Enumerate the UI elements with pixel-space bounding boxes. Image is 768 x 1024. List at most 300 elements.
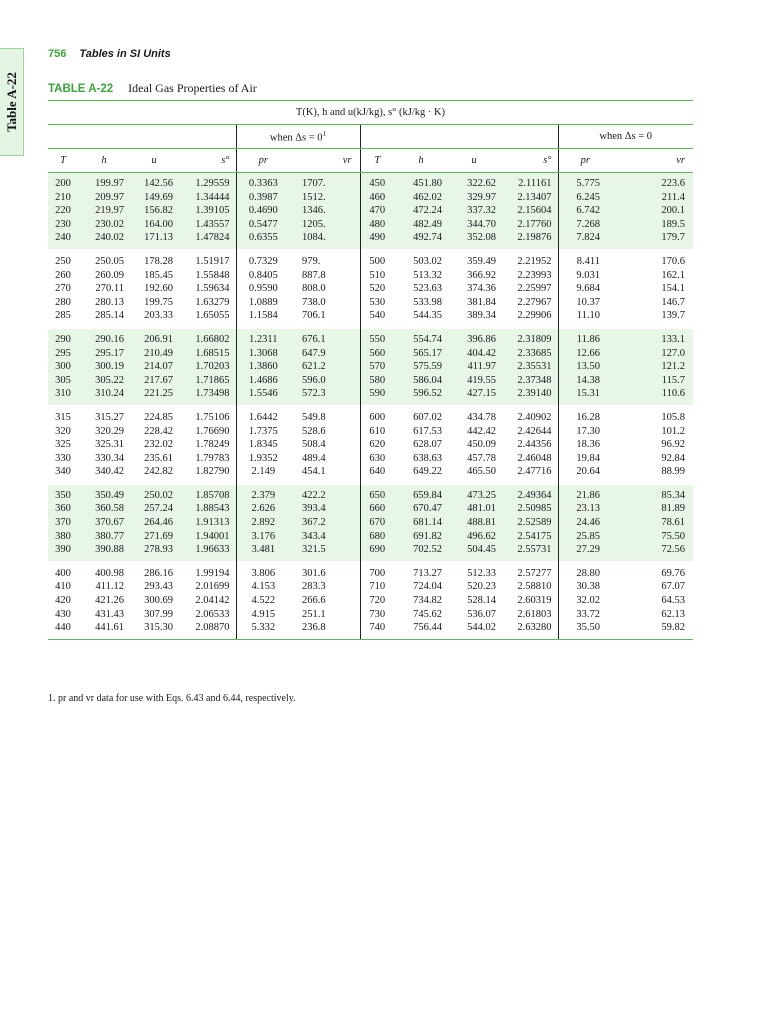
column-header: u (448, 149, 500, 173)
table-cell: 18.36 (558, 438, 612, 452)
table-cell: 315.27 (95, 411, 124, 423)
row-group (48, 563, 693, 639)
table-cell: 2.08870 (178, 621, 236, 639)
table-cell: 2.29906 (517, 310, 552, 322)
table-cell: 2.42644 (517, 425, 552, 437)
row-group (48, 329, 693, 405)
table-cell: 560 (360, 347, 394, 361)
table-cell: 15.31 (558, 387, 612, 405)
table-cell: 360 (48, 502, 78, 516)
table-cell: 528.14 (467, 595, 496, 607)
table-cell: 404.42 (448, 347, 500, 361)
table-cell: 199.75 (144, 296, 173, 308)
table-cell: 2.25997 (517, 283, 552, 295)
table-cell: 680 (360, 530, 394, 544)
table-cell: 700 (369, 567, 386, 579)
table-cell: 380.77 (78, 530, 130, 544)
table-cell: 6.742 (558, 204, 612, 218)
table-cell: 520.23 (467, 581, 496, 593)
table-cell: 390.88 (78, 543, 130, 561)
table-cell: 590 (360, 387, 394, 405)
table-cell: 146.7 (661, 296, 685, 308)
table-cell: 5.775 (558, 173, 612, 191)
table-cell: 156.82 (130, 204, 178, 218)
column-header: vr (290, 149, 360, 173)
table-cell: 236.8 (290, 621, 360, 639)
table-cell: 660 (360, 502, 394, 516)
table-cell: 544.35 (413, 310, 442, 322)
column-header: h (394, 149, 448, 173)
table-cell: 115.7 (612, 374, 693, 388)
table-cell: 530 (369, 296, 386, 308)
table-cell: 691.82 (394, 530, 448, 544)
table-cell: 3.481 (236, 543, 290, 561)
table-cell: 2.40902 (517, 411, 552, 423)
table-cell: 78.61 (612, 516, 693, 530)
table-cell: 228.42 (144, 425, 173, 437)
table-cell: 24.46 (558, 516, 612, 530)
table-cell: 1.7375 (236, 425, 290, 439)
table-cell: 596.52 (394, 387, 448, 405)
table-cell: 283.3 (290, 580, 360, 594)
table-cell: 0.5477 (236, 218, 290, 232)
table-cell: 0.9590 (236, 282, 290, 296)
table-cell: 3.806 (236, 563, 290, 581)
table-cell: 1.1584 (236, 309, 290, 327)
table-row (48, 231, 693, 249)
footnote: 1. pr and vr data for use with Eqs. 6.43 and 6.44, respectively. (48, 693, 296, 704)
table-cell: 154.1 (661, 283, 685, 295)
table-cell: 442.42 (467, 425, 496, 437)
table-cell: 315 (55, 411, 71, 423)
column-header: T (48, 149, 78, 173)
table-cell: 659.84 (394, 485, 448, 503)
table-cell: 536.07 (467, 608, 496, 620)
table-row (48, 563, 693, 581)
column-header: h (78, 149, 130, 173)
table-cell: 367.2 (290, 516, 360, 530)
table-cell: 6.245 (558, 191, 612, 205)
table-cell: 647.9 (290, 347, 360, 361)
table-cell: 325 (55, 439, 71, 451)
table-cell: 260 (55, 269, 71, 281)
table-cell: 411.97 (448, 360, 500, 374)
table-cell: 720 (369, 595, 386, 607)
table-cell: 16.28 (558, 407, 612, 425)
table-cell: 28.80 (558, 563, 612, 581)
table-row (48, 452, 693, 466)
table-row (48, 269, 693, 283)
table-cell: 250.02 (130, 485, 178, 503)
table-cell: 734.82 (413, 595, 442, 607)
table-cell: 230.02 (78, 218, 130, 232)
table-row (48, 360, 693, 374)
table-cell: 2.149 (236, 465, 290, 483)
table-cell: 178.28 (144, 255, 173, 267)
table-cell: 1.34444 (178, 191, 236, 205)
table-cell: 142.56 (130, 173, 178, 191)
table-cell: 374.36 (467, 283, 496, 295)
table-cell: 286.16 (144, 567, 173, 579)
table-cell: 251.1 (290, 608, 360, 622)
table-cell: 330 (55, 452, 71, 464)
table-cell: 305 (48, 374, 78, 388)
table-row (48, 191, 693, 205)
table-cell: 214.07 (130, 360, 178, 374)
table-cell: 621.2 (290, 360, 360, 374)
table-cell: 96.92 (661, 439, 685, 451)
table-cell: 690 (360, 543, 394, 561)
table-cell: 1.73498 (178, 387, 236, 405)
table-cell: 23.13 (558, 502, 612, 516)
table-cell: 2.47716 (517, 466, 552, 478)
table-cell: 230 (48, 218, 78, 232)
table-cell: 1.51917 (195, 255, 230, 267)
table-cell: 1.0889 (236, 296, 290, 310)
table-cell: 544.02 (448, 621, 500, 639)
table-cell: 2.17760 (500, 218, 558, 232)
table-cell: 325.31 (95, 439, 124, 451)
table-cell: 393.4 (290, 502, 360, 516)
table-cell: 411.12 (95, 581, 124, 593)
side-tab (0, 48, 24, 156)
table-cell: 315.30 (130, 621, 178, 639)
table-cell: 620 (369, 439, 386, 451)
table-cell: 450 (360, 173, 394, 191)
table-cell: 271.69 (130, 530, 178, 544)
table-cell: 575.59 (394, 360, 448, 374)
table-cell: 1346. (290, 204, 360, 218)
table-cell: 278.93 (130, 543, 178, 561)
table-cell: 1.65055 (195, 310, 230, 322)
table-cell: 62.13 (661, 608, 685, 620)
table-cell: 307.99 (144, 608, 173, 620)
table-cell: 280 (55, 296, 71, 308)
table-cell: 434.78 (467, 411, 496, 423)
table-cell: 164.00 (130, 218, 178, 232)
table-cell: 580 (360, 374, 394, 388)
table-cell: 465.50 (467, 466, 496, 478)
running-head-title: Tables in SI Units (79, 48, 171, 60)
table-cell: 2.57277 (517, 567, 552, 579)
table-cell: 460 (360, 191, 394, 205)
table-cell: 457.78 (467, 452, 496, 464)
table-cell: 7.824 (558, 231, 612, 249)
table-cell: 220 (48, 204, 78, 218)
table-cell: 1512. (290, 191, 360, 205)
table-cell: 523.63 (413, 283, 442, 295)
table-cell: 2.06533 (195, 608, 230, 620)
table-row (48, 309, 693, 327)
table-cell: 359.49 (467, 255, 496, 267)
when-header-right: when Δs = 0 (558, 125, 693, 149)
table-cell: 350.49 (78, 485, 130, 503)
table-cell: 301.6 (290, 563, 360, 581)
table-cell: 2.52589 (500, 516, 558, 530)
table-cell: 1.82790 (195, 466, 230, 478)
table-cell: 285.14 (95, 310, 124, 322)
table-cell: 266.6 (290, 594, 360, 608)
table-cell: 427.15 (448, 387, 500, 405)
table-cell: 1.79783 (195, 452, 230, 464)
table-cell: 390 (48, 543, 78, 561)
table-cell: 1.5546 (236, 387, 290, 405)
table-cell: 1.68515 (178, 347, 236, 361)
table-cell: 280.13 (95, 296, 124, 308)
table-cell: 264.46 (130, 516, 178, 530)
table-cell: 352.08 (448, 231, 500, 249)
table-cell: 481.01 (448, 502, 500, 516)
table-cell: 242.82 (144, 466, 173, 478)
table-cell: 185.45 (144, 269, 173, 281)
table-cell: 706.1 (290, 309, 360, 327)
table-cell: 2.54175 (500, 530, 558, 544)
table-cell: 2.60319 (517, 595, 552, 607)
table-row (48, 282, 693, 296)
table-cell: 702.52 (394, 543, 448, 561)
table-cell: 504.45 (448, 543, 500, 561)
table-cell: 270 (55, 283, 71, 295)
table-cell: 0.8405 (236, 269, 290, 283)
table-cell: 240 (48, 231, 78, 249)
table-cell: 1.3860 (236, 360, 290, 374)
table-cell: 610 (369, 425, 386, 437)
table-cell: 2.23993 (517, 269, 552, 281)
table-row (48, 204, 693, 218)
table-cell: 232.02 (144, 439, 173, 451)
table-cell: 11.10 (558, 309, 612, 327)
table-cell: 340 (55, 466, 71, 478)
table-label: TABLE A-22 (48, 83, 114, 95)
table-cell: 72.56 (612, 543, 693, 561)
table-cell: 171.13 (130, 231, 178, 249)
table-cell: 431.43 (95, 608, 124, 620)
column-header: pr (236, 149, 290, 173)
table-cell: 2.35531 (500, 360, 558, 374)
table-cell: 366.92 (467, 269, 496, 281)
table-cell: 240.02 (78, 231, 130, 249)
page-number: 756 (48, 48, 67, 60)
table-cell: 192.60 (144, 283, 173, 295)
table-cell: 2.11161 (500, 173, 558, 191)
table-cell: 617.53 (413, 425, 442, 437)
table-cell: 21.86 (558, 485, 612, 503)
table-cell: 10.37 (558, 296, 612, 310)
table-cell: 9.684 (558, 282, 612, 296)
table-cell: 473.25 (448, 485, 500, 503)
table-cell: 1084. (290, 231, 360, 249)
table-cell: 11.86 (558, 329, 612, 347)
table-cell: 681.14 (394, 516, 448, 530)
table-cell: 2.50985 (500, 502, 558, 516)
table-cell: 713.27 (413, 567, 442, 579)
table-cell: 670.47 (394, 502, 448, 516)
table-cell: 1.9352 (236, 452, 290, 466)
table-cell: 199.97 (78, 173, 130, 191)
table-cell: 32.02 (558, 594, 612, 608)
table-cell: 1.66802 (178, 329, 236, 347)
table-cell: 472.24 (394, 204, 448, 218)
table-cell: 209.97 (78, 191, 130, 205)
table-cell: 4.915 (236, 608, 290, 622)
table-cell: 596.0 (290, 374, 360, 388)
table-cell: 1.29559 (178, 173, 236, 191)
table-row (48, 374, 693, 388)
table-cell: 421.26 (95, 595, 124, 607)
table-cell: 162.1 (661, 269, 685, 281)
table-cell: 1.70203 (178, 360, 236, 374)
table-cell: 1.96633 (178, 543, 236, 561)
table-cell: 600 (369, 411, 386, 423)
table-cell: 500 (369, 255, 386, 267)
table-cell: 2.63280 (500, 621, 558, 639)
table-cell: 650 (360, 485, 394, 503)
table-cell: 454.1 (290, 465, 360, 483)
units-header: T(K), h and u(kJ/kg), s° (kJ/kg · K) (48, 101, 693, 125)
table-cell: 1.94001 (178, 530, 236, 544)
table-cell: 9.031 (558, 269, 612, 283)
table-cell: 2.46048 (517, 452, 552, 464)
table-cell: 149.69 (130, 191, 178, 205)
column-header: u (130, 149, 178, 173)
table-cell: 533.98 (413, 296, 442, 308)
table-cell: 422.2 (290, 485, 360, 503)
table-cell: 350 (48, 485, 78, 503)
table-cell: 738.0 (290, 296, 360, 310)
table-cell: 2.01699 (195, 581, 230, 593)
table-cell: 0.4690 (236, 204, 290, 218)
table-cell: 1.63279 (195, 296, 230, 308)
table-cell: 745.62 (413, 608, 442, 620)
table-cell: 1.3068 (236, 347, 290, 361)
table-cell: 550 (360, 329, 394, 347)
table-cell: 979. (290, 251, 360, 269)
table-cell: 586.04 (394, 374, 448, 388)
table-cell: 430 (55, 608, 71, 620)
table-cell: 300.19 (78, 360, 130, 374)
table-cell: 270.11 (95, 283, 124, 295)
table-cell: 570 (360, 360, 394, 374)
table-cell: 2.15604 (500, 204, 558, 218)
table-row (48, 438, 693, 452)
table-cell: 0.7329 (236, 251, 290, 269)
table-cell: 295.17 (78, 347, 130, 361)
table-cell: 224.85 (144, 411, 173, 423)
air-properties-table (48, 100, 693, 640)
table-row (48, 387, 693, 405)
table-cell: 25.85 (558, 530, 612, 544)
row-group (48, 251, 693, 327)
column-header: pr (558, 149, 612, 173)
table-cell: 139.7 (661, 310, 685, 322)
table-cell: 360.58 (78, 502, 130, 516)
table-cell: 482.49 (394, 218, 448, 232)
table-cell: 2.379 (236, 485, 290, 503)
column-header: T (360, 149, 394, 173)
table-cell: 290.16 (78, 329, 130, 347)
table-cell: 488.81 (448, 516, 500, 530)
table-cell: 260.09 (95, 269, 124, 281)
table-cell: 290 (48, 329, 78, 347)
table-cell: 381.84 (467, 296, 496, 308)
table-cell: 710 (369, 581, 386, 593)
table-cell: 638.63 (413, 452, 442, 464)
table-cell: 14.38 (558, 374, 612, 388)
table-cell: 480 (360, 218, 394, 232)
table-cell: 1707. (290, 173, 360, 191)
table-cell: 565.17 (394, 347, 448, 361)
table-cell: 730 (369, 608, 386, 620)
table-cell: 85.34 (612, 485, 693, 503)
table-cell: 343.4 (290, 530, 360, 544)
table-row (48, 173, 693, 191)
table-cell: 450.09 (467, 439, 496, 451)
table-row (48, 218, 693, 232)
table-cell: 756.44 (394, 621, 448, 639)
table-row (48, 407, 693, 425)
table-cell: 1.47824 (178, 231, 236, 249)
table-cell: 2.21952 (517, 255, 552, 267)
table-cell: 528.6 (290, 425, 360, 439)
table-cell: 2.892 (236, 516, 290, 530)
table-cell: 0.6355 (236, 231, 290, 249)
table-cell: 510 (369, 269, 386, 281)
table-title (48, 81, 257, 96)
table-cell: 8.411 (558, 251, 612, 269)
table-cell: 1.88543 (178, 502, 236, 516)
table-cell: 210.49 (130, 347, 178, 361)
table-row (48, 516, 693, 530)
table-row (48, 608, 693, 622)
table-cell: 27.29 (558, 543, 612, 561)
table-cell: 554.74 (394, 329, 448, 347)
table-cell: 410 (55, 581, 71, 593)
table-cell: 1.39105 (178, 204, 236, 218)
table-cell: 340.42 (95, 466, 124, 478)
table-cell: 295 (48, 347, 78, 361)
table-cell: 4.522 (236, 594, 290, 608)
table-cell: 250 (55, 255, 71, 267)
table-cell: 3.176 (236, 530, 290, 544)
table-cell: 33.72 (558, 608, 612, 622)
table-cell: 640 (369, 466, 386, 478)
table-cell: 2.13407 (500, 191, 558, 205)
table-cell: 69.76 (661, 567, 685, 579)
table-cell: 217.67 (130, 374, 178, 388)
table-cell: 724.04 (413, 581, 442, 593)
table-cell: 0.3987 (236, 191, 290, 205)
table-cell: 607.02 (413, 411, 442, 423)
row-group (48, 407, 693, 483)
row-group (48, 485, 693, 561)
table-cell: 1.55848 (195, 269, 230, 281)
table-cell: 540 (369, 310, 386, 322)
table-cell: 13.50 (558, 360, 612, 374)
table-cell: 127.0 (612, 347, 693, 361)
table-cell: 2.27967 (517, 296, 552, 308)
table-row (48, 425, 693, 439)
table-cell: 492.74 (394, 231, 448, 249)
column-header: s° (178, 149, 236, 173)
table-cell: 2.58810 (517, 581, 552, 593)
table-cell: 630 (369, 452, 386, 464)
table-cell: 5.332 (236, 621, 290, 639)
table-cell: 7.268 (558, 218, 612, 232)
table-cell: 310 (48, 387, 78, 405)
table-cell: 1.78249 (195, 439, 230, 451)
table-cell: 1205. (290, 218, 360, 232)
table-cell: 2.39140 (500, 387, 558, 405)
